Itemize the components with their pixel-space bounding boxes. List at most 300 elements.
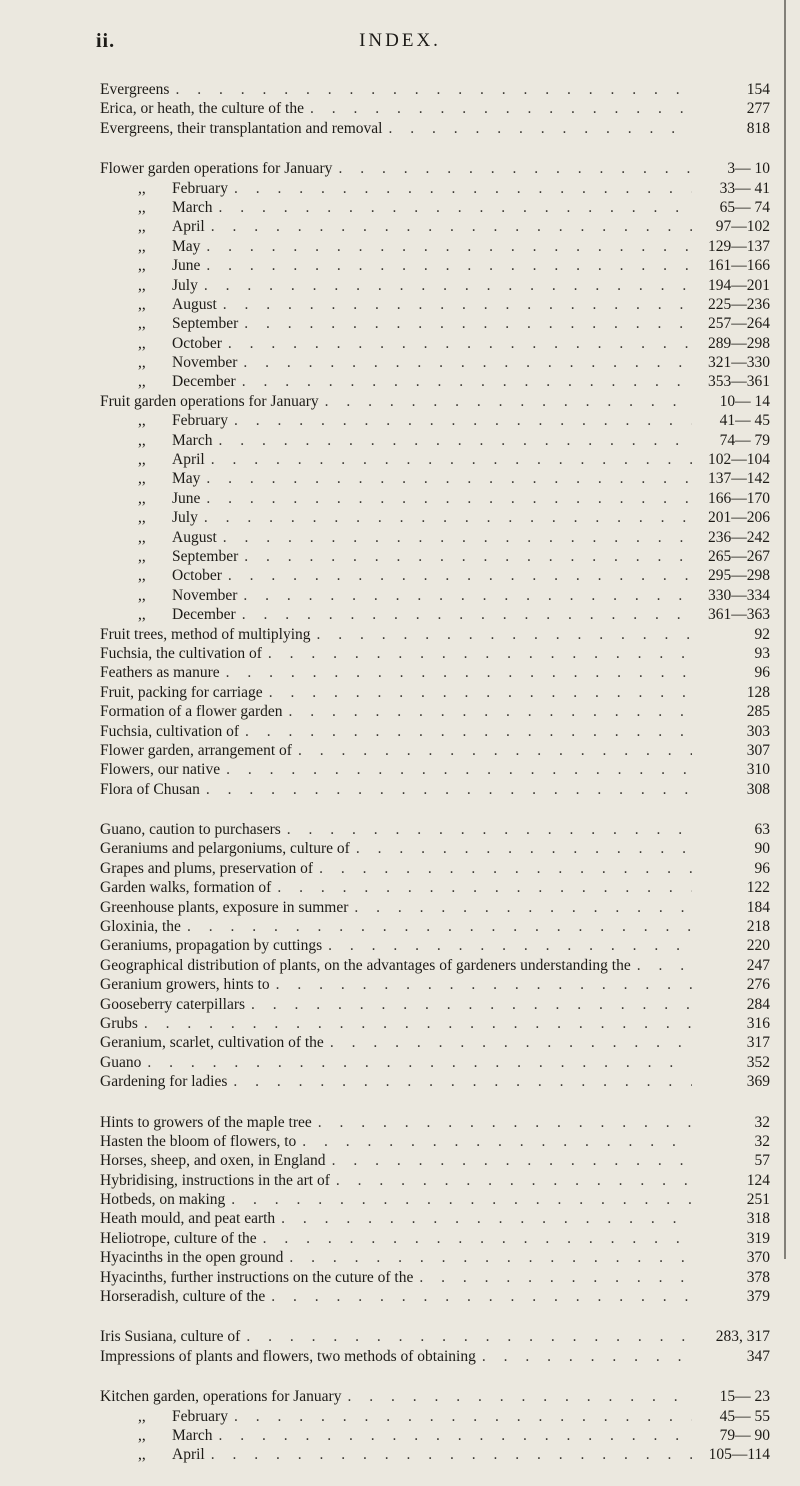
entry-subterm: February (172, 1407, 228, 1425)
index-entry (100, 99, 770, 118)
dot-leader (281, 1209, 692, 1228)
entry-subterm: July (172, 509, 198, 527)
entry-term: Flower garden operations for January (100, 160, 333, 178)
dot-leader (637, 956, 692, 975)
dot-leader (289, 1248, 692, 1267)
entry-term: Gardening for ladies (100, 1073, 228, 1091)
dot-leader (246, 1327, 692, 1346)
dot-leader (263, 1229, 692, 1248)
entry-subterm: March (172, 1427, 213, 1444)
dot-leader (211, 450, 692, 469)
dot-leader (175, 80, 692, 99)
entry-pages: 3— 10 (727, 160, 770, 178)
dot-leader (218, 198, 692, 217)
entry-pages: 124 (746, 1171, 770, 1189)
dot-leader (317, 625, 692, 644)
entry-pages: 225—236 (708, 295, 770, 313)
dot-leader (302, 1132, 692, 1151)
entry-term: Hints to growers of the maple tree (100, 1113, 312, 1131)
entry-term: Iris Susiana, culture of (100, 1328, 241, 1346)
entry-pages: 92 (754, 625, 770, 643)
index-entry (100, 1053, 770, 1072)
entry-pages: 285 (746, 703, 770, 721)
ditto-mark: ,, (138, 295, 146, 313)
entry-term: Fuchsia, the cultivation of (100, 644, 262, 662)
entry-pages: 33— 41 (719, 179, 770, 197)
entry-subterm: October (172, 567, 222, 585)
index-entry (100, 839, 770, 858)
entry-subterm: May (172, 470, 201, 488)
index-entry (100, 179, 770, 198)
dot-leader (242, 372, 692, 391)
entry-term: Kitchen garden, operations for January (100, 1388, 342, 1406)
entry-pages: 284 (746, 995, 770, 1013)
entry-pages: 161—166 (708, 257, 770, 275)
entry-term: Geranium growers, hints to (100, 976, 270, 994)
entry-term: Heath mould, and peat earth (100, 1210, 276, 1228)
entry-pages: 283, 317 (715, 1328, 770, 1346)
entry-term (138, 198, 212, 217)
index-entry (100, 217, 770, 236)
index-entry (100, 334, 770, 353)
entry-pages: 319 (746, 1229, 770, 1247)
index-entry (100, 586, 770, 605)
index-entry (100, 566, 770, 585)
index-entry (100, 1347, 770, 1366)
entry-term: Heliotrope, culture of the (100, 1229, 257, 1247)
ditto-mark: ,, (138, 606, 146, 624)
index-entry (100, 256, 770, 275)
entry-pages: 353—361 (708, 373, 770, 391)
entry-pages: 317 (746, 1034, 770, 1052)
entry-term (138, 489, 200, 508)
entry-term: Fruit, packing for carriage (100, 683, 263, 701)
entry-pages: 247 (746, 956, 770, 974)
dot-leader (204, 508, 692, 527)
dot-leader (419, 1268, 692, 1287)
entry-pages: 79— 90 (719, 1427, 770, 1444)
entry-term: Garden walks, formation of (100, 879, 272, 897)
entry-pages: 166—170 (708, 489, 770, 507)
entry-term (138, 586, 237, 605)
entry-pages: 74— 79 (719, 431, 770, 449)
entry-pages: 295—298 (708, 567, 770, 585)
entry-subterm: April (172, 1446, 205, 1464)
entry-term (138, 605, 236, 624)
entry-pages: 41— 45 (719, 412, 770, 430)
dot-leader (310, 99, 692, 118)
dot-leader (243, 586, 692, 605)
dot-leader (338, 159, 692, 178)
entry-pages: 96 (754, 664, 770, 682)
ditto-mark: ,, (138, 257, 146, 275)
entry-pages: 137—142 (708, 470, 770, 488)
entry-pages: 276 (746, 976, 770, 994)
entry-term (138, 372, 236, 391)
entry-term: Hotbeds, on making (100, 1191, 226, 1209)
ditto-mark: ,, (138, 179, 146, 197)
dot-leader (211, 217, 692, 236)
entry-term: Guano (100, 1053, 142, 1071)
entry-pages: 184 (746, 898, 770, 916)
entry-pages: 122 (746, 879, 770, 897)
entry-term: Gloxinia, the (100, 918, 181, 936)
index-entry (100, 1033, 770, 1052)
entry-subterm: October (172, 334, 222, 352)
entry-term: Flora of Chusan (100, 780, 200, 798)
entry-pages: 251 (746, 1191, 770, 1209)
entry-term: Impressions of plants and flowers, two methods of obtaining (100, 1347, 476, 1365)
index-entry (100, 198, 770, 217)
index-entry (100, 372, 770, 391)
entry-pages: 129—137 (708, 237, 770, 255)
running-head: INDEX. (359, 30, 441, 51)
dot-leader (231, 1190, 692, 1209)
entry-pages: 65— 74 (719, 198, 770, 216)
dot-leader (268, 644, 692, 663)
entry-subterm: April (172, 218, 205, 236)
ditto-mark: ,, (138, 489, 146, 507)
entry-pages: 63 (754, 821, 770, 839)
entry-subterm: February (172, 179, 228, 197)
entry-term (138, 528, 217, 547)
entry-pages: 265—267 (708, 547, 770, 565)
entry-pages: 93 (754, 644, 770, 662)
entry-term: Fruit trees, method of multiplying (100, 625, 311, 643)
entry-term (138, 508, 198, 527)
index-list (100, 80, 770, 1486)
entry-subterm: August (172, 295, 217, 313)
page-edge-rule (784, 0, 786, 1259)
ditto-mark: ,, (138, 373, 146, 391)
ditto-mark: ,, (138, 431, 146, 449)
entry-pages: 90 (754, 840, 770, 858)
entry-term (138, 256, 200, 275)
dot-leader (234, 411, 692, 430)
index-group (100, 80, 770, 138)
index-entry (100, 683, 770, 702)
entry-subterm: February (172, 412, 228, 430)
index-entry (100, 605, 770, 624)
ditto-mark: ,, (138, 1407, 146, 1425)
entry-term (138, 547, 238, 566)
entry-pages: 303 (746, 722, 770, 740)
entry-subterm: August (172, 528, 217, 546)
dot-leader (328, 936, 692, 955)
dot-leader (147, 1053, 692, 1072)
index-entry (100, 625, 770, 644)
entry-term (138, 566, 222, 585)
index-entry (100, 760, 770, 779)
index-entry (100, 1113, 770, 1132)
dot-leader (234, 1407, 692, 1426)
entry-term (138, 353, 237, 372)
entry-subterm: March (172, 198, 213, 216)
entry-pages: 45— 55 (719, 1407, 770, 1425)
dot-leader (144, 1014, 692, 1033)
dot-leader (204, 276, 692, 295)
entry-term (138, 1445, 205, 1464)
entry-term: Grapes and plums, preservation of (100, 859, 314, 877)
entry-term (138, 237, 200, 256)
index-entry (100, 1248, 770, 1267)
entry-subterm: June (172, 489, 201, 507)
index-entry (100, 450, 770, 469)
entry-pages: 330—334 (708, 586, 770, 604)
index-entry (100, 469, 770, 488)
entry-term (138, 276, 198, 295)
entry-pages: 128 (746, 683, 770, 701)
entry-pages: 194—201 (708, 276, 770, 294)
index-entry (100, 878, 770, 897)
entry-term: Grubs (100, 1014, 138, 1032)
entry-pages: 97—102 (715, 218, 770, 236)
index-entry (100, 80, 770, 99)
dot-leader (218, 1426, 692, 1445)
index-entry (100, 411, 770, 430)
index-entry (100, 1287, 770, 1306)
index-group (100, 1387, 770, 1465)
entry-pages: 96 (754, 859, 770, 877)
ditto-mark: ,, (138, 547, 146, 565)
index-entry (100, 528, 770, 547)
index-entry (100, 702, 770, 721)
entry-term (138, 217, 205, 236)
dot-leader (482, 1347, 692, 1366)
index-entry (100, 547, 770, 566)
dot-leader (354, 898, 692, 917)
entry-term: Gooseberry caterpillars (100, 995, 246, 1013)
ditto-mark: ,, (138, 451, 146, 469)
dot-leader (336, 1171, 692, 1190)
index-entry (100, 353, 770, 372)
ditto-mark: ,, (138, 586, 146, 604)
index-entry (100, 917, 770, 936)
ditto-mark: ,, (138, 218, 146, 236)
entry-term (138, 411, 228, 430)
entry-pages: 218 (746, 918, 770, 936)
dot-leader (206, 256, 692, 275)
entry-term: Evergreens (100, 81, 170, 98)
entry-pages: 102—104 (708, 451, 770, 469)
index-entry (100, 859, 770, 878)
index-entry (100, 431, 770, 450)
index-entry (100, 663, 770, 682)
dot-leader (389, 119, 693, 138)
dot-leader (244, 314, 692, 333)
entry-term: Flowers, our native (100, 761, 221, 779)
entry-pages: 379 (746, 1288, 770, 1306)
ditto-mark: ,, (138, 354, 146, 372)
entry-pages: 318 (746, 1210, 770, 1228)
dot-leader (206, 237, 692, 256)
entry-term (138, 1407, 228, 1426)
ditto-mark: ,, (138, 198, 146, 216)
entry-term (138, 295, 217, 314)
entry-term: Hasten the bloom of flowers, to (100, 1132, 297, 1150)
entry-term: Geranium, scarlet, cultivation of the (100, 1034, 324, 1052)
entry-pages: 201—206 (708, 509, 770, 527)
index-entry (100, 1171, 770, 1190)
dot-leader (226, 760, 692, 779)
entry-pages: 154 (746, 81, 770, 98)
entry-subterm: November (172, 586, 238, 604)
entry-pages: 361—363 (708, 606, 770, 624)
index-entry (100, 1327, 770, 1346)
entry-subterm: May (172, 237, 201, 255)
dot-leader (287, 820, 692, 839)
ditto-mark: ,, (138, 567, 146, 585)
entry-subterm: September (172, 315, 239, 333)
entry-term: Geraniums and pelargoniums, culture of (100, 840, 350, 858)
index-entry (100, 392, 770, 411)
page-number: ii. (96, 30, 116, 52)
index-entry (100, 119, 770, 138)
dot-leader (244, 547, 692, 566)
entry-subterm: March (172, 431, 213, 449)
entry-term (138, 334, 222, 353)
index-group (100, 1113, 770, 1307)
entry-pages: 289—298 (708, 334, 770, 352)
index-entry (100, 741, 770, 760)
entry-term: Fuchsia, cultivation of (100, 722, 240, 740)
index-entry (100, 314, 770, 333)
entry-term (138, 1426, 212, 1445)
index-group (100, 159, 770, 799)
index-entry (100, 295, 770, 314)
index-entry (100, 956, 770, 975)
index-entry (100, 1209, 770, 1228)
entry-pages: 220 (746, 937, 770, 955)
entry-pages: 321—330 (708, 354, 770, 372)
ditto-mark: ,, (138, 470, 146, 488)
entry-pages: 32 (754, 1113, 770, 1131)
dot-leader (325, 392, 692, 411)
entry-subterm: July (172, 276, 198, 294)
dot-leader (234, 179, 692, 198)
entry-pages: 369 (746, 1073, 770, 1091)
ditto-mark: ,, (138, 412, 146, 430)
entry-term: Hybridising, instructions in the art of (100, 1171, 330, 1189)
index-entry (100, 508, 770, 527)
dot-leader (228, 566, 692, 585)
dot-leader (242, 605, 692, 624)
index-entry (100, 489, 770, 508)
entry-pages: 308 (746, 780, 770, 798)
ditto-mark: ,, (138, 509, 146, 527)
ditto-mark: ,, (138, 237, 146, 255)
entry-term: Guano, caution to purchasers (100, 821, 281, 839)
entry-pages: 818 (746, 119, 770, 137)
dot-leader (330, 1033, 692, 1052)
dot-leader (245, 722, 692, 741)
entry-pages: 310 (746, 761, 770, 779)
entry-term: Hyacinths in the open ground (100, 1249, 284, 1267)
entry-subterm: December (172, 373, 236, 391)
entry-term (138, 469, 200, 488)
entry-term: Erica, or heath, the culture of the (100, 100, 304, 118)
index-entry (100, 276, 770, 295)
entry-term: Geraniums, propagation by cuttings (100, 937, 323, 955)
dot-leader (206, 489, 692, 508)
entry-pages: 15— 23 (719, 1388, 770, 1406)
ditto-mark: ,, (138, 334, 146, 352)
dot-leader (318, 1113, 692, 1132)
entry-pages: 257—264 (708, 315, 770, 333)
entry-subterm: November (172, 354, 238, 372)
ditto-mark: ,, (138, 1446, 146, 1464)
index-entry (100, 898, 770, 917)
entry-term: Evergreens, their transplantation and removal (100, 119, 383, 137)
entry-subterm: April (172, 451, 205, 469)
index-entry (100, 159, 770, 178)
entry-subterm: December (172, 606, 236, 624)
dot-leader (332, 1151, 692, 1170)
entry-term: Horseradish, culture of the (100, 1288, 266, 1306)
entry-pages: 105—114 (708, 1446, 770, 1464)
index-entry (100, 975, 770, 994)
entry-pages: 10— 14 (719, 392, 770, 410)
index-entry (100, 1151, 770, 1170)
entry-subterm: September (172, 547, 239, 565)
index-entry (100, 1014, 770, 1033)
ditto-mark: ,, (138, 315, 146, 333)
index-group (100, 1327, 770, 1366)
dot-leader (243, 353, 692, 372)
entry-pages: 236—242 (708, 528, 770, 546)
dot-leader (228, 334, 692, 353)
entry-pages: 370 (746, 1249, 770, 1267)
dot-leader (226, 663, 692, 682)
dot-leader (233, 1072, 692, 1091)
entry-term: Feathers as manure (100, 664, 220, 682)
index-entry (100, 237, 770, 256)
entry-term (138, 314, 238, 333)
index-entry (100, 1387, 770, 1406)
index-entry (100, 1445, 770, 1464)
entry-term (138, 431, 212, 450)
dot-leader (187, 917, 692, 936)
index-entry (100, 1426, 770, 1445)
dot-leader (211, 1445, 692, 1464)
dot-leader (356, 839, 692, 858)
entry-pages: 378 (746, 1268, 770, 1286)
index-entry (100, 1132, 770, 1151)
ditto-mark: ,, (138, 276, 146, 294)
entry-pages: 277 (746, 100, 770, 118)
entry-term: Fruit garden operations for January (100, 392, 319, 410)
dot-leader (269, 683, 692, 702)
entry-term: Hyacinths, further instructions on the cuture of the (100, 1268, 414, 1286)
entry-term (138, 179, 228, 198)
entry-pages: 347 (746, 1347, 770, 1365)
entry-pages: 307 (746, 741, 770, 759)
dot-leader (319, 859, 692, 878)
index-entry (100, 1229, 770, 1248)
index-entry (100, 936, 770, 955)
dot-leader (218, 431, 692, 450)
index-entry (100, 644, 770, 663)
entry-term (138, 450, 205, 469)
dot-leader (277, 878, 692, 897)
index-entry (100, 1268, 770, 1287)
entry-term: Flower garden, arrangement of (100, 741, 292, 759)
index-entry (100, 995, 770, 1014)
entry-pages: 316 (746, 1014, 770, 1032)
index-entry (100, 780, 770, 799)
index-group (100, 820, 770, 1091)
entry-term: Geographical distribution of plants, on the advantages of gardeners understanding the (100, 956, 631, 974)
